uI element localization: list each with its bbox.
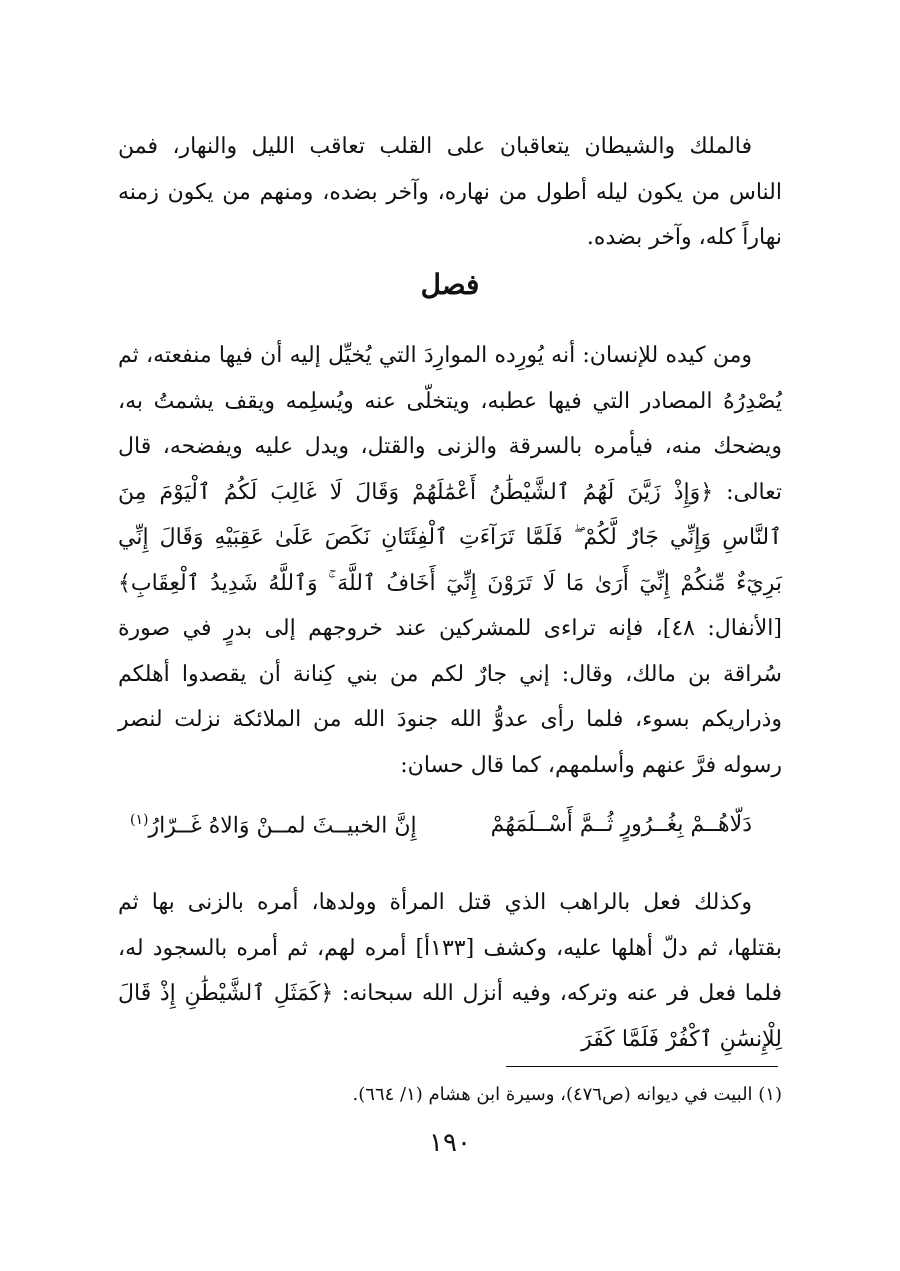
section-heading: فصل [420, 268, 480, 301]
verse-second-text: إِنَّ الخبيــثَ لمــنْ وَالاهُ غَــرّارُ [148, 813, 417, 839]
page-number: ١٩٠ [429, 1128, 471, 1158]
footnote-marker: (١) [130, 812, 149, 828]
paragraph-angels-and-devil: فالملك والشيطان يتعاقبان على القلب تعاقب الليل والنهار، فمن الناس من يكون ليله أطول من نهاره، وآخر بضده، ومنهم من يكون زمنه نهاراً كله، وآخر بضده. [118, 134, 782, 250]
paragraph-monk-story: وكذلك فعل بالراهب الذي قتل المرأة وولدها، أمره بالزنى بها ثم بقتلها، ثم دلّ أهلها عليه، وكشف [١٣٣أ] أمره لهم، ثم أمره بالسجود له، فلما فعل فر عنه وتركه، وفيه أنزل الله سبحانه: ﴿كَمَثَلِ ٱلشَّيْطَٰنِ إِذْ قَالَ لِلْإِنسَٰنِ ٱكْفُرْ فَلَمَّا كَفَرَ [118, 890, 782, 1052]
main-paragraph-block [118, 333, 782, 788]
footnote-divider [506, 1066, 778, 1067]
closing-paragraph-block [118, 880, 782, 1062]
footnote: (١) البيت في ديوانه (ص٤٧٦)، وسيرة ابن هشام (١/ ٦٦٤). [352, 1084, 782, 1105]
opening-paragraph-block [118, 124, 782, 261]
paragraph-devil-deceit: ومن كيده للإنسان: أنه يُورِده الموارِدَ التي يُخيِّل إليه أن فيها منفعته، ثم يُصْدِرُهُ المصادر التي فيها عطبه، ويتخلّى عنه ويُسلِمه ويقف يشمتُ به، ويضحك منه، فيأمره بالسرقة والزنى والقتل، ويدل عليه ويفضحه، قال تعالى: ﴿وَإِذْ زَيَّنَ لَهُمُ ٱلشَّيْطَٰنُ أَعْمَٰلَهُمْ وَقَالَ لَا غَالِبَ لَكُمُ ٱلْيَوْمَ مِنَ ٱلنَّاسِ وَإِنِّي جَارٌ لَّكُمْ ۖ فَلَمَّا تَرَآءَتِ ٱلْفِئَتَانِ نَكَصَ عَلَىٰ عَقِبَيْهِ وَقَالَ إِنِّي بَرِيٓءٌ مِّنكُمْ إِنِّيٓ أَرَىٰ مَا لَا تَرَوْنَ إِنِّيٓ أَخَافُ ٱللَّهَ ۚ وَٱللَّهُ شَدِيدُ ٱلْعِقَابِ﴾ [الأنفال: ٤٨]، فإنه تراءى للمشركين عند خروجهم إلى بدرٍ في صورة سُراقة بن مالك، وقال: إني جارٌ لكم من بني كِنانة أن يقصدوا أهلكم وذراريكم بسوء، فلما رأى عدوُّ الله جنودَ الله من الملائكة نزلت لنصر رسوله فرَّ عنهم وأسلمهم، كما قال حسان: [118, 343, 782, 778]
verse-second-hemistich [130, 812, 417, 838]
verse-first-hemistich: دَلّاهُــمْ بِغُــرُورٍ ثُــمَّ أَسْــلَمَهُمْ [490, 812, 752, 837]
poetry-verse [118, 812, 782, 852]
